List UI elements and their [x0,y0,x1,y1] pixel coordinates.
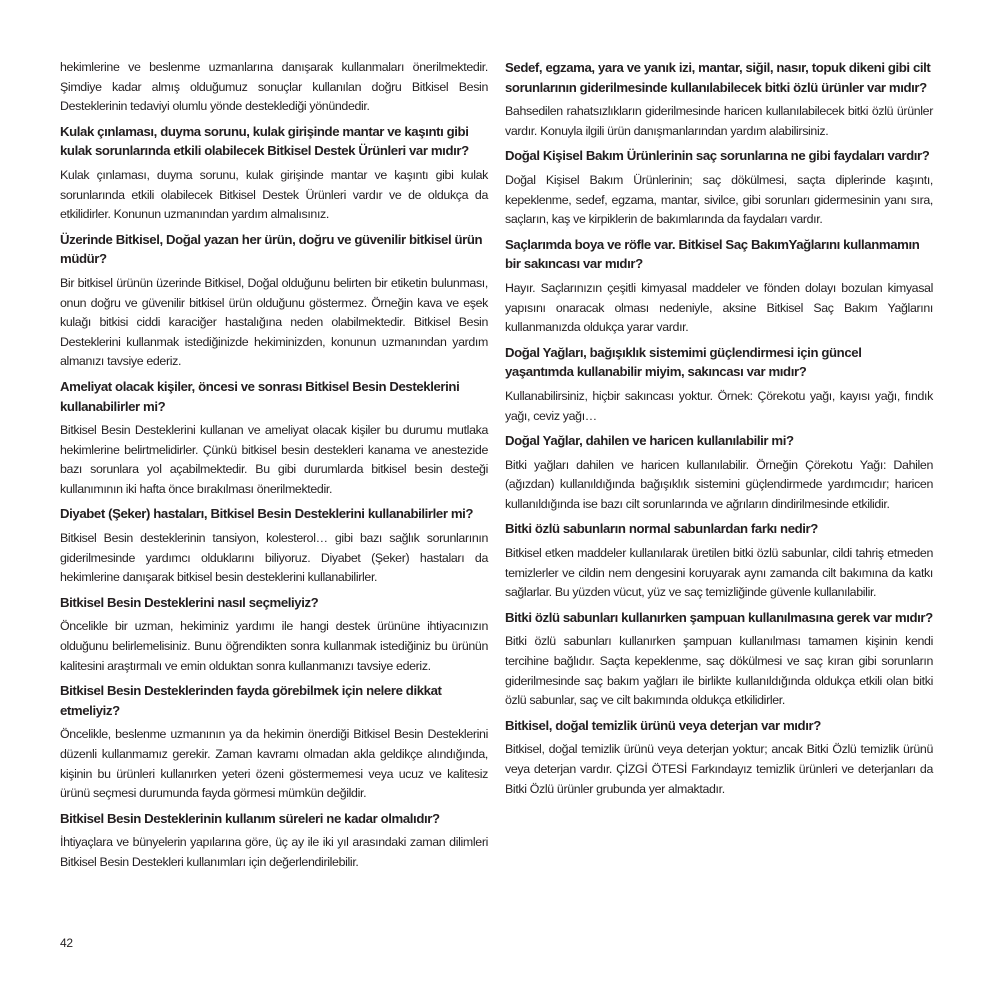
intro-paragraph: hekimlerine ve beslenme uzmanlarına danışarak kullanmaları önerilmektedir. Şimdiye kadar almış olduğumuz sonuçlar kullanılan doğru Bitkisel Besin Desteklerinin tedaviyi olumlu yönde desteklediği yönündedir. [60,60,488,114]
left-column [60,58,488,878]
answer-paragraph: Bitkisel, doğal temizlik ürünü veya deterjan yoktur; ancak Bitki Özlü temizlik ürünü veya deterjan vardır. ÇİZGİ ÖTESİ Farkındayız temizlik ürünleri ve deterjanları da Bitki Özlü ürünler grubunda yer almaktadır. [505,742,933,796]
answer-paragraph: Öncelikle bir uzman, hekiminiz yardımı ile hangi destek ürününe ihtiyacınızın olduğunu belirlemelisiniz. Bunu öğrendikten sonra kullanmak istediğiniz bu ürünün kalitesini araştırmalı ve emin olduktan sonra kullanmanızı tavsiye ederiz. [60,619,488,673]
question-heading: Üzerinde Bitkisel, Doğal yazan her ürün, doğru ve güvenilir bitkisel ürün müdür? [60,231,483,267]
question-heading: Bitkisel, doğal temizlik ürünü veya deterjan var mıdır? [505,717,821,733]
answer-paragraph: Bitkisel etken maddeler kullanılarak üretilen bitki özlü sabunlar, cildi tahriş etmeden temizlerler ve cildin nem dengesini koruyarak aynı zamanda cilt bakımına da katkı sağlarlar. Bu yüzden vücut, yüz ve saç temizliğinde güvenle kullanılabilir. [505,546,933,600]
question-heading: Kulak çınlaması, duyma sorunu, kulak girişinde mantar ve kaşıntı gibi kulak sorunlarında etkili olabilecek Bitkisel Destek Ürünleri var mıdır? [60,123,469,159]
answer-paragraph: Kullanabilirsiniz, hiçbir sakıncası yoktur. Örnek: Çörekotu yağı, kayısı yağı, fındık yağı, ceviz yağı… [505,388,933,423]
question-heading: Saçlarımda boya ve röfle var. Bitkisel Saç BakımYağlarını kullanmamın bir sakıncası var mıdır? [505,236,920,272]
question-heading: Bitkisel Besin Desteklerini nasıl seçmeliyiz? [60,594,319,610]
question-heading: Bitki özlü sabunları kullanırken şampuan kullanılmasına gerek var mıdır? [505,609,933,625]
answer-paragraph: Bitki yağları dahilen ve haricen kullanılabilir. Örneğin Çörekotu Yağı: Dahilen (ağızdan) kullanıldığında bağışıklık sistemini güçlendirmede yardımcıdır; haricen kullanıldığında ise bazı cilt sorunlarında ve ağrıların dindirilmesinde etkilidir. [505,457,933,511]
answer-paragraph: Bitkisel Besin Desteklerini kullanan ve ameliyat olacak kişiler bu durumu mutlaka hekimlerine belirtmelidirler. Çünkü bitkisel besin destekleri kanama ve anestezide bazı sorunlara yol açabilmektedir. Bu gibi durumlarda bitkisel besin desteği kullanımının iki hafta önce bırakılması önerilmektedir. [60,423,488,496]
question-heading: Diyabet (Şeker) hastaları, Bitkisel Besin Desteklerini kullanabilirler mi? [60,506,474,522]
answer-paragraph: Doğal Kişisel Bakım Ürünlerinin; saç dökülmesi, saçta diplerinde kaşıntı, kepeklenme, sedef, egzama, mantar, sivilce, gibi sorunları gidermesinin yanı sıra, saçların, kaş ve kirpiklerin de bakımlarında da faydaları vardır. [505,172,933,227]
question-heading: Bitki özlü sabunların normal sabunlardan farkı nedir? [505,521,818,537]
answer-paragraph: Bahsedilen rahatsızlıkların giderilmesinde haricen kullanılabilecek bitki özlü ürünler vardır. Konuyla ilgili ürün danışmanlarından yardım alabilirsiniz. [505,104,933,138]
answer-paragraph: Öncelikle, beslenme uzmanının ya da hekimin önerdiği Bitkisel Besin Desteklerini düzenli kullanmamız gerekir. Zaman kavramı olmadan akla geldikçe alındığında, kişinin bu ürünleri kullanırken yeteri özeni göstermemesi veya ucuz ve kalitesiz ürünü seçmesi durumunda fayda görmesi mümkün değildir. [60,727,488,801]
right-column [505,58,933,804]
question-heading: Ameliyat olacak kişiler, öncesi ve sonrası Bitkisel Besin Desteklerini kullanabilirler mi? [60,378,460,414]
answer-paragraph: Bitkisel Besin desteklerinin tansiyon, kolesterol… gibi bazı sağlık sorunlarının giderilmesinde yardımcı olduklarını biliyoruz. Diyabet (Şeker) hastaları da hekimlerine danışarak bitkisel besin desteklerini kullanabilirler. [60,531,488,585]
question-heading: Doğal Yağları, bağışıklık sistemimi güçlendirmesi için güncel yaşantımda kullanabilir miyim, sakıncası var mıdır? [505,344,862,380]
question-heading: Bitkisel Besin Desteklerinden fayda görebilmek için nelere dikkat etmeliyiz? [60,683,442,718]
question-heading: Sedef, egzama, yara ve yanık izi, mantar, siğil, nasır, topuk dikeni gibi cilt sorunlarının giderilmesinde kullanılabilecek bitki özlü ürünler var mıdır? [505,60,931,95]
answer-paragraph: Hayır. Saçlarınızın çeşitli kimyasal maddeler ve fönden dolayı bozulan kimyasal yapısını onaracak olması nedeniyle, aksine Bitkisel Saç Bakım Yağlarını kullanmanızda oldukça yarar vardır. [505,280,933,335]
question-heading: Doğal Kişisel Bakım Ürünlerinin saç sorunlarına ne gibi faydaları vardır? [505,148,930,164]
answer-paragraph: Bitki özlü sabunları kullanırken şampuan kullanılması tamamen kişinin kendi tercihine bağlıdır. Saçta kepeklenme, saç dökülmesi ve saç kıran gibi sorunların giderilmesinde saç bakım yağları ile birlikte kullanıldığında oldukça etkili olan bitki özlü sabunlar, saç ve cilt bakımında oldukça etkilidirler. [505,634,933,708]
page-number: 42 [60,936,73,950]
answer-paragraph: Kulak çınlaması, duyma sorunu, kulak girişinde mantar ve kaşıntı gibi kulak sorunlarında etkili olabilecek Bitkisel Destek Ürünleri vardır ve de oldukça da etkilidirler. Konunun uzmanından yardım almalısınız. [60,167,488,222]
answer-paragraph: İhtiyaçlara ve bünyelerin yapılarına göre, üç ay ile iki yıl arasındaki zaman dilimleri Bitkisel Besin Destekleri kullanımları için değerlendirilebilir. [60,835,488,869]
question-heading: Bitkisel Besin Desteklerinin kullanım süreleri ne kadar olmalıdır? [60,810,440,826]
question-heading: Doğal Yağlar, dahilen ve haricen kullanılabilir mi? [505,433,794,449]
answer-paragraph: Bir bitkisel ürünün üzerinde Bitkisel, Doğal olduğunu belirten bir etiketin bulunması, onun doğru ve güvenilir bitkisel ürün olduğunu göstermez. Örneğin kava ve eşek kulağı bitkisi ciddi karaciğer hastalığına neden olabilmektedir. Bitkisel Besin Desteklerini kullanmak istediğinizde hekiminizden, konunun uzmanından yardım almanızı tavsiye ederiz. [60,275,488,369]
